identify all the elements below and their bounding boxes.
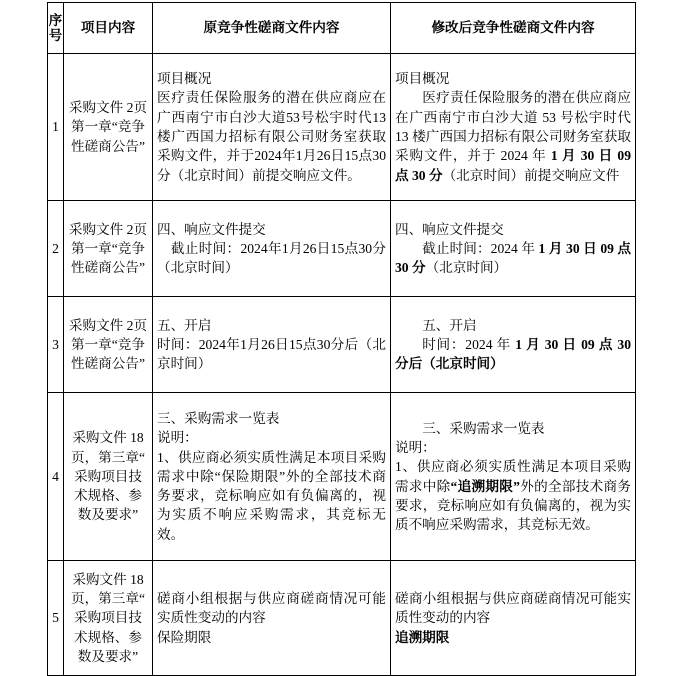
table-header-row xyxy=(48,3,636,54)
revised-text: 截止时间：2024 年 xyxy=(422,240,539,256)
revised-paragraph xyxy=(395,438,631,457)
revised-text: 四、响应文件提交 xyxy=(395,221,504,237)
column-header-sequence-line2: 号 xyxy=(48,28,63,43)
cell-revised-content xyxy=(391,54,636,201)
revised-paragraph xyxy=(395,88,631,184)
cell-original-content xyxy=(153,393,391,561)
cell-original-content xyxy=(153,201,391,297)
original-paragraph: 截止时间：2024年1月26日15点30分（北京时间） xyxy=(157,240,386,276)
original-paragraph: 磋商小组根据与供应商磋商情况可能实质性变动的内容 xyxy=(157,591,386,626)
column-header-original: 原竞争性磋商文件内容 xyxy=(153,3,391,54)
revised-paragraph xyxy=(395,628,631,647)
column-header-sequence-line1: 序 xyxy=(48,13,63,28)
revised-paragraph xyxy=(395,220,631,239)
table-row xyxy=(48,393,636,561)
revised-text: 1、供应商必须实质性满足本项目采购需求中除 xyxy=(395,459,631,494)
revised-paragraph xyxy=(395,239,631,278)
cell-original-content xyxy=(153,54,391,201)
original-paragraph: 说明： xyxy=(157,430,198,446)
cell-original-content xyxy=(153,297,391,393)
cell-revised-content xyxy=(391,561,636,676)
cell-sequence-number: 1 xyxy=(48,54,64,201)
comparison-table-container xyxy=(47,2,635,676)
cell-revised-content xyxy=(391,393,636,561)
revised-text: 五、开启 xyxy=(422,317,477,333)
original-paragraph: 保险期限 xyxy=(157,629,212,645)
cell-sequence-number: 4 xyxy=(48,393,64,561)
column-header-sequence xyxy=(48,3,64,54)
amendment-comparison-table xyxy=(47,2,636,676)
table-row xyxy=(48,54,636,201)
cell-sequence-number: 5 xyxy=(48,561,64,676)
revised-text: 三、采购需求一览表 xyxy=(422,420,545,436)
column-header-item: 项目内容 xyxy=(64,3,153,54)
revised-emphasis-text: 分后（北京时间） xyxy=(395,356,504,372)
revised-text: 项目概况 xyxy=(395,71,450,87)
original-paragraph: 1、供应商必须实质性满足本项目采购需求中除“保险期限”外的全部技术商务要求，竞标响应如有负偏离的，视为实质不响应采购需求，其竞标无效。 xyxy=(157,449,386,542)
revised-text: 医疗责任保险服务的潜在供应商应在广西南宁市白沙大道 53 号松宇时代 13 楼广西国力招标有限公司财务室获取采购文件，并于 2024 年 xyxy=(395,90,631,164)
cell-item-reference: 采购文件 18页，第三章“ 采购项目技术规格、参数及要求” xyxy=(64,561,153,676)
original-paragraph: 三、采购需求一览表 xyxy=(157,410,280,426)
original-paragraph: 时间：2024年1月26日15点30分后（北京时间） xyxy=(157,336,386,372)
table-row xyxy=(48,297,636,393)
revised-paragraph xyxy=(395,589,631,628)
revised-text: 磋商小组根据与供应商磋商情况可能实质性变动的内容 xyxy=(395,591,631,626)
revised-paragraph xyxy=(395,335,631,374)
table-body xyxy=(48,3,636,676)
cell-item-reference: 采购文件 2页 第一章“竞争性磋商公告” xyxy=(64,201,153,297)
table-row xyxy=(48,201,636,297)
cell-sequence-number: 2 xyxy=(48,201,64,297)
revised-text: 外的全部技术商务要求，竞标响应如有负偏离的，视为实质不响应采购需求，其竞标无效。 xyxy=(395,478,632,533)
original-paragraph: 五、开启 xyxy=(157,317,212,333)
table-row xyxy=(48,561,636,676)
revised-emphasis-text: 1 月 30 日 09 点 30 分 xyxy=(395,240,632,276)
cell-revised-content xyxy=(391,201,636,297)
revised-text: 时间：2024 年 xyxy=(422,336,516,352)
revised-text: （北京时间） xyxy=(425,260,508,276)
column-header-revised: 修改后竞争性磋商文件内容 xyxy=(391,3,636,54)
cell-item-reference: 采购文件 2页 第一章“竞争性磋商公告” xyxy=(64,54,153,201)
original-paragraph: 项目概况 xyxy=(157,71,212,87)
revised-text: （北京时间）前提交响应文件 xyxy=(442,167,620,183)
revised-text: 说明： xyxy=(395,439,436,455)
original-paragraph: 医疗责任保险服务的潜在供应商应在广西南宁市白沙大道53号松宇时代13楼广西国力招标有限公司财务室获取采购文件，并于2024年1月26日15点30分（北京时间）前提交响应文件。 xyxy=(157,90,386,183)
revised-paragraph xyxy=(395,457,631,534)
revised-paragraph xyxy=(395,69,631,88)
cell-revised-content xyxy=(391,297,636,393)
revised-paragraph xyxy=(395,419,631,438)
cell-item-reference: 采购文件 2页 第一章“竞争性磋商公告” xyxy=(64,297,153,393)
revised-emphasis-text: 1 月 30 日 09 点 30 分 xyxy=(395,148,631,183)
revised-emphasis-text: 追溯期限 xyxy=(395,629,450,645)
original-paragraph: 四、响应文件提交 xyxy=(157,221,266,237)
cell-item-reference: 采购文件 18页，第三章“ 采购项目技术规格、参数及要求” xyxy=(64,393,153,561)
revised-paragraph xyxy=(395,316,631,335)
revised-emphasis-text: “追溯期限” xyxy=(450,478,520,494)
cell-sequence-number: 3 xyxy=(48,297,64,393)
cell-original-content xyxy=(153,561,391,676)
revised-emphasis-text: 1 月 30 日 09 点 30 xyxy=(515,336,632,352)
